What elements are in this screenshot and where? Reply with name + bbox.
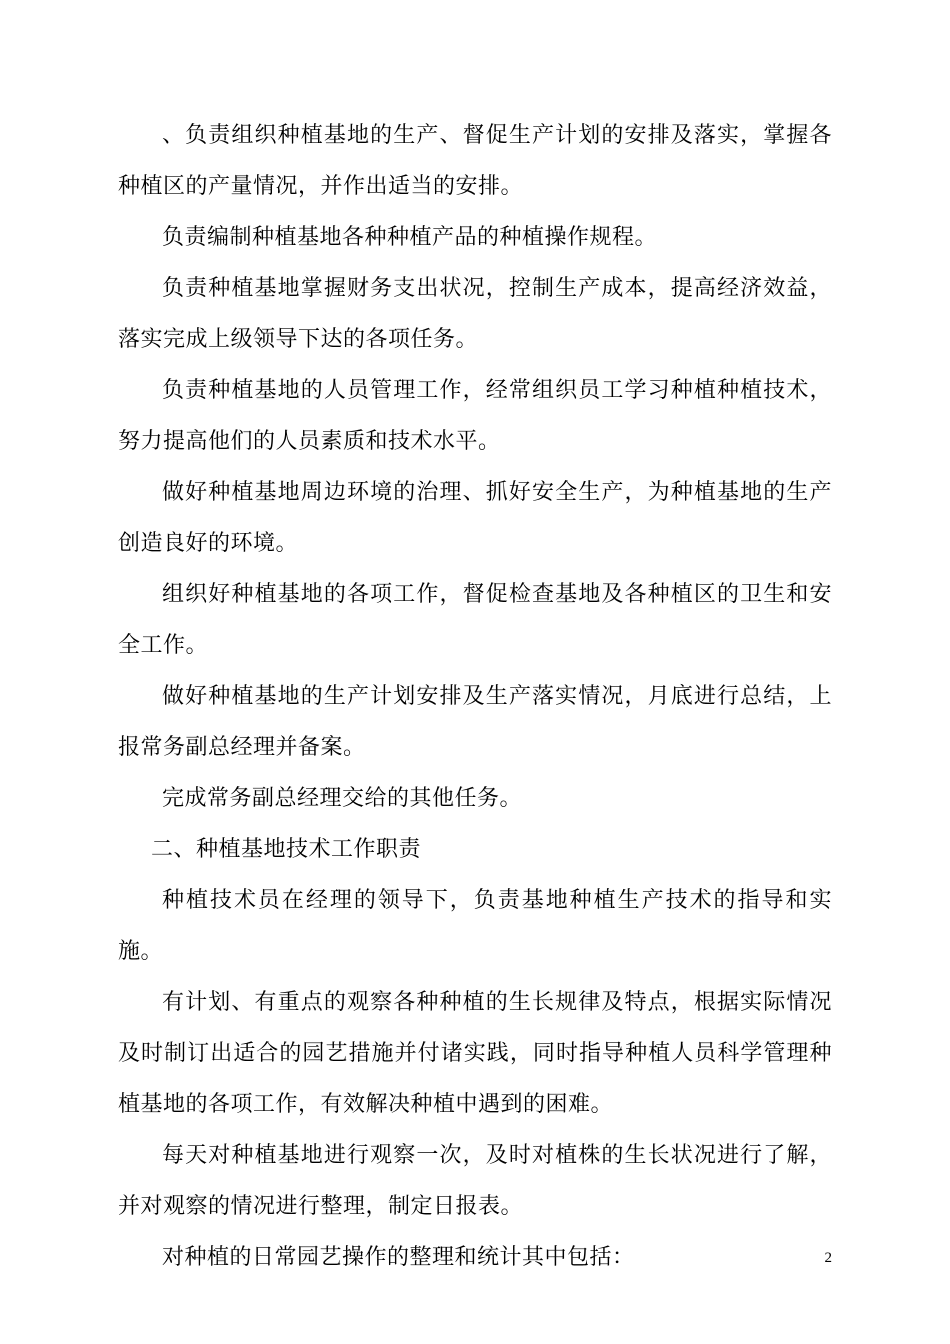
paragraph-personnel-management: 负责种植基地的人员管理工作，经常组织员工学习种植种植技术，努力提高他们的人员素质和技术水平。 (118, 378, 832, 454)
paragraph-daily-observation: 每天对种植基地进行观察一次，及时对植株的生长状况进行了解，并对观察的情况进行整理，制定日报表。 (118, 1143, 832, 1219)
paragraph-environment-safety: 做好种植基地周边环境的治理、抓好安全生产，为种植基地的生产创造良好的环境。 (118, 480, 832, 556)
paragraph-hygiene-safety: 组织好种植基地的各项工作，督促检查基地及各种植区的卫生和安全工作。 (118, 582, 832, 658)
paragraph-technician-role: 种植技术员在经理的领导下，负责基地种植生产技术的指导和实施。 (118, 888, 832, 964)
page-number: 2 (824, 1250, 832, 1266)
paragraph-production-management: 、负责组织种植基地的生产、督促生产计划的安排及落实，掌握各种植区的产量情况，并作出适当的安排。 (118, 123, 832, 199)
paragraph-observation-planning: 有计划、有重点的观察各种种植的生长规律及特点，根据实际情况及时制订出适合的园艺措施并付诸实践，同时指导种植人员科学管理种植基地的各项工作，有效解决种植中遇到的困难。 (118, 990, 832, 1117)
paragraph-other-tasks: 完成常务副总经理交给的其他任务。 (162, 786, 523, 811)
paragraph-daily-operations: 对种植的日常园艺操作的整理和统计其中包括： (162, 1245, 635, 1270)
document-body (118, 110, 832, 1283)
paragraph-finance-control: 负责种植基地掌握财务支出状况，控制生产成本，提高经济效益，落实完成上级领导下达的各项任务。 (118, 276, 832, 352)
paragraph-operating-procedures: 负责编制种植基地各种种植产品的种植操作规程。 (162, 225, 658, 250)
paragraph-monthly-summary: 做好种植基地的生产计划安排及生产落实情况，月底进行总结，上报常务副总经理并备案。 (118, 684, 832, 760)
section-heading-technical-duties: 二、种植基地技术工作职责 (151, 837, 422, 862)
